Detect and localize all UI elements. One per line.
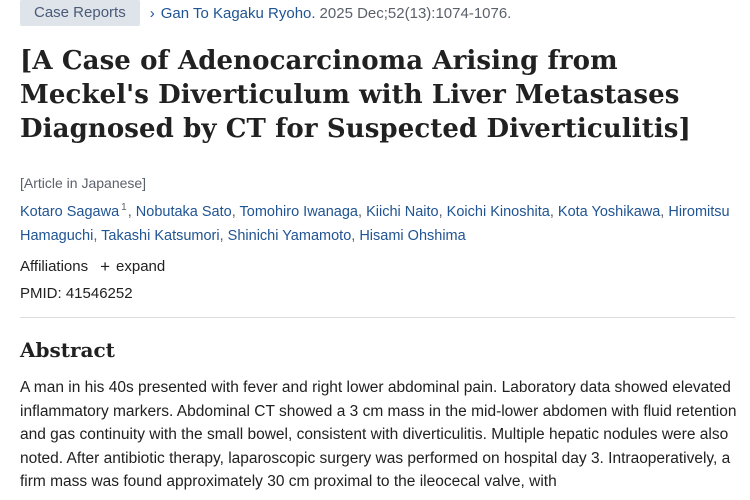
pmid-row (20, 285, 133, 302)
expand-affiliations-button[interactable] (100, 258, 165, 275)
author-link[interactable]: Nobutaka Sato (135, 204, 232, 220)
plus-icon: + (100, 257, 111, 276)
author-link[interactable]: Shinichi Yamamoto (227, 228, 352, 244)
section-divider (20, 317, 735, 318)
author-link[interactable]: Koichi Kinoshita (446, 204, 550, 220)
article-title: [A Case of Adenocarcinoma Arising from Meckel's Diverticulum with Liver Metastases Diagnosed by CT for Suspected Diverticulitis] (20, 46, 691, 144)
pmid-label: PMID: (20, 285, 62, 302)
article-type-badge: Case Reports (20, 0, 140, 26)
affiliation-number[interactable]: 1 (121, 202, 127, 213)
author-link[interactable]: Kiichi Naito (366, 204, 439, 220)
article-header-bar (20, 0, 511, 26)
affiliations-label: Affiliations (20, 258, 89, 275)
citation-info: 2025 Dec;52(13):1074-1076. (319, 4, 512, 22)
author-link[interactable]: Kota Yoshikawa (557, 204, 661, 220)
expand-label: expand (116, 258, 166, 275)
authors-list: Kotaro Sagawa $^1$, Nobutaka Sato, Tomohiro Iwanaga, Kiichi Naito, Koichi Kinoshita, Kota Yoshikawa, Hiromitsu Hamaguchi, Takashi Katsumori, Shinichi Yamamoto, Hisami Ohshima (20, 202, 730, 244)
affiliations-row (20, 258, 165, 275)
abstract-text: A man in his 40s presented with fever and right lower abdominal pain. Laboratory data showed elevated inflammatory markers. Abdominal CT showed a 3 cm mass in the mid-lower abdomen with fluid retention and gas continuity with the small bowel, consistent with diverticulitis. Multiple hepatic nodules were also noted. After antibiotic therapy, laparoscopic surgery was performed on hospital day 3. Intraoperatively, a firm mass was found approximately 30 cm proximal to the ileocecal valve, with (20, 379, 737, 491)
author-link[interactable]: Takashi Katsumori (101, 228, 220, 244)
chevron-right-icon: › (149, 4, 155, 22)
author-link[interactable]: Hiromitsu Hamaguchi (20, 204, 730, 244)
abstract-heading: Abstract (20, 338, 115, 362)
author-link[interactable]: Kotaro Sagawa (20, 204, 120, 220)
journal-link[interactable]: Gan To Kagaku Ryoho. (160, 4, 316, 22)
author-link[interactable]: Hisami Ohshima (359, 228, 466, 244)
author-link[interactable]: Tomohiro Iwanaga (239, 204, 359, 220)
pmid-value: 41546252 (65, 285, 133, 302)
language-note: [Article in Japanese] (20, 175, 147, 191)
